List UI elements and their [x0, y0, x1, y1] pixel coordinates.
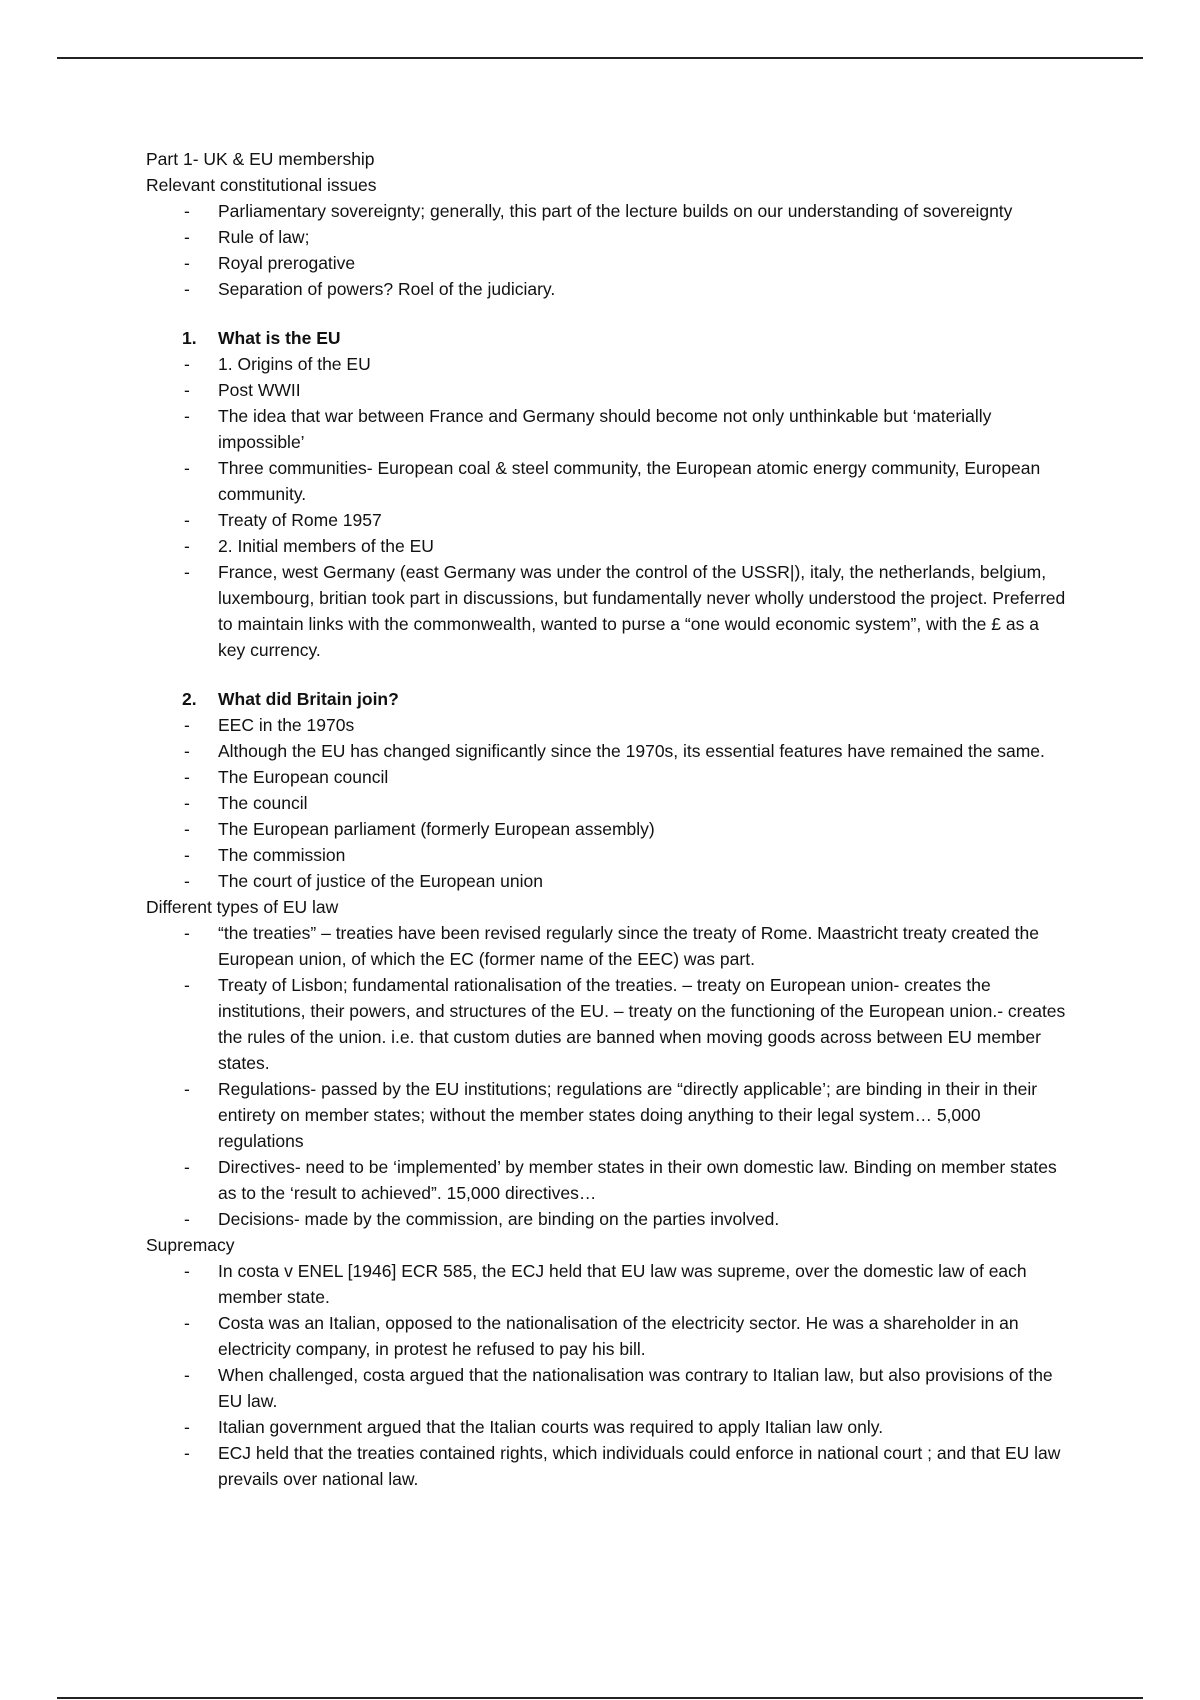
dash-bullet: -: [184, 201, 190, 221]
list-item: - Three communities- European coal & steel community, the European atomic energy community, European community.: [146, 455, 1066, 507]
list-item: - Royal prerogative: [146, 250, 1066, 276]
dash-bullet: -: [184, 715, 190, 735]
dash-bullet: -: [184, 923, 190, 943]
dash-bullet: -: [184, 510, 190, 530]
list-item: - 2. Initial members of the EU: [146, 533, 1066, 559]
dash-bullet: -: [184, 406, 190, 426]
dash-bullet: -: [184, 1313, 190, 1333]
dash-bullet: -: [184, 380, 190, 400]
dash-bullet: -: [184, 819, 190, 839]
list-item: - Post WWII: [146, 377, 1066, 403]
list-item: - Treaty of Rome 1957: [146, 507, 1066, 533]
list-item: - 1. Origins of the EU: [146, 351, 1066, 377]
footer-rule: [57, 1697, 1143, 1699]
dash-bullet: -: [184, 1261, 190, 1281]
list-item: - Treaty of Lisbon; fundamental rationalisation of the treaties. – treaty on European union- creates the institutions, their powers, and structures of the EU. – treaty on the functioning of the European union.- creates the rules of the union. i.e. that custom duties are banned when moving goods across between EU member states.: [146, 972, 1066, 1076]
list-item: - EEC in the 1970s: [146, 712, 1066, 738]
list-item: - Decisions- made by the commission, are binding on the parties involved.: [146, 1206, 1066, 1232]
list-item: - The council: [146, 790, 1066, 816]
list-item: - The European parliament (formerly European assembly): [146, 816, 1066, 842]
dash-bullet: -: [184, 845, 190, 865]
list-item: - Costa was an Italian, opposed to the nationalisation of the electricity sector. He was a shareholder in an electricity company, in protest he refused to pay his bill.: [146, 1310, 1066, 1362]
list-item: - Rule of law;: [146, 224, 1066, 250]
dash-bullet: -: [184, 741, 190, 761]
dash-bullet: -: [184, 793, 190, 813]
dash-bullet: -: [184, 767, 190, 787]
dash-bullet: -: [184, 1365, 190, 1385]
section-heading: Different types of EU law: [146, 897, 339, 917]
dash-bullet: -: [184, 227, 190, 247]
list-item: - Regulations- passed by the EU institutions; regulations are “directly applicable’; are binding in their in their entirety on member states; without the member states doing anything to their legal system… 5,000 regulations: [146, 1076, 1066, 1154]
document-title: Part 1- UK & EU membership: [146, 149, 375, 169]
header-rule: [57, 57, 1143, 59]
dash-bullet: -: [184, 253, 190, 273]
dash-bullet: -: [184, 562, 190, 582]
list-item: - The European council: [146, 764, 1066, 790]
list-item: - The idea that war between France and Germany should become not only unthinkable but ‘materially impossible’: [146, 403, 1066, 455]
dash-bullet: -: [184, 1417, 190, 1437]
list-item: - ECJ held that the treaties contained rights, which individuals could enforce in national court ; and that EU law prevails over national law.: [146, 1440, 1066, 1492]
section-heading: Relevant constitutional issues: [146, 175, 377, 195]
numbered-heading: 1. What is the EU: [182, 328, 341, 348]
dash-bullet: -: [184, 975, 190, 995]
dash-bullet: -: [184, 354, 190, 374]
dash-bullet: -: [184, 1079, 190, 1099]
list-item: - The commission: [146, 842, 1066, 868]
numbered-heading: 2. What did Britain join?: [182, 689, 399, 709]
dash-bullet: -: [184, 871, 190, 891]
list-item: - In costa v ENEL [1946] ECR 585, the ECJ held that EU law was supreme, over the domestic law of each member state.: [146, 1258, 1066, 1310]
list-item: - Parliamentary sovereignty; generally, this part of the lecture builds on our understanding of sovereignty: [146, 198, 1066, 224]
dash-bullet: -: [184, 458, 190, 478]
dash-bullet: -: [184, 279, 190, 299]
list-item: - Italian government argued that the Italian courts was required to apply Italian law only.: [146, 1414, 1066, 1440]
dash-bullet: -: [184, 1209, 190, 1229]
list-item: - Although the EU has changed significantly since the 1970s, its essential features have remained the same.: [146, 738, 1066, 764]
list-item: - Directives- need to be ‘implemented’ by member states in their own domestic law. Binding on member states as to the ‘result to achieved”. 15,000 directives…: [146, 1154, 1066, 1206]
list-item: - Separation of powers? Roel of the judiciary.: [146, 276, 1066, 302]
list-item: - France, west Germany (east Germany was under the control of the USSR|), italy, the netherlands, belgium, luxembourg, britian took part in discussions, but fundamentally never wholly understood the project. Preferred to maintain links with the commonwealth, wanted to purse a “one would economic system”, with the £ as a key currency.: [146, 559, 1066, 663]
list-item: - When challenged, costa argued that the nationalisation was contrary to Italian law, but also provisions of the EU law.: [146, 1362, 1066, 1414]
dash-bullet: -: [184, 1157, 190, 1177]
dash-bullet: -: [184, 1443, 190, 1463]
list-item: - The court of justice of the European union: [146, 868, 1066, 894]
section-heading: Supremacy: [146, 1235, 235, 1255]
document-body: [146, 146, 1066, 1492]
dash-bullet: -: [184, 536, 190, 556]
list-item: - “the treaties” – treaties have been revised regularly since the treaty of Rome. Maastricht treaty created the European union, of which the EC (former name of the EEC) was part.: [146, 920, 1066, 972]
